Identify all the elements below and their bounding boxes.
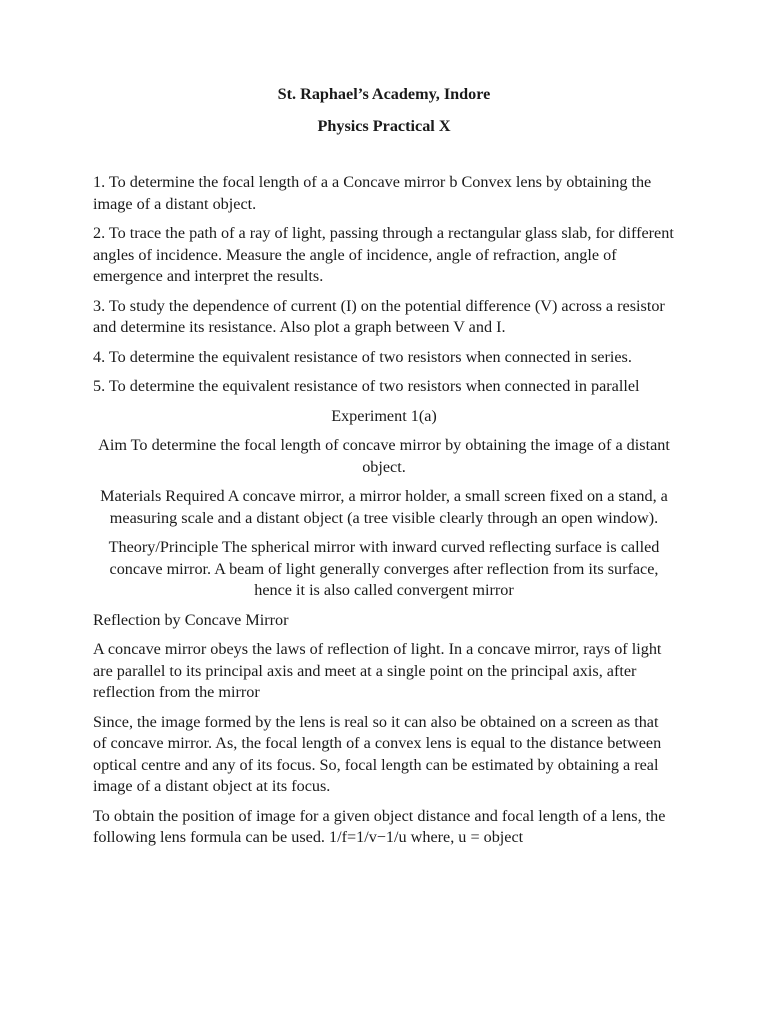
list-item-1: 1. To determine the focal length of a a Concave mirror b Convex lens by obtaining the image of a distant object. xyxy=(93,173,652,213)
school-title: St. Raphael’s Academy, Indore xyxy=(277,85,491,103)
materials-paragraph: Materials Required A concave mirror, a mirror holder, a small screen fixed on a stand, a measuring scale and a distant object (a tree visible clearly through an open window). xyxy=(100,487,668,527)
reflection-heading: Reflection by Concave Mirror xyxy=(93,610,289,629)
subject-title: Physics Practical X xyxy=(317,116,451,135)
lens-formula-paragraph: To obtain the position of image for a given object distance and focal length of a lens, the following lens formula can be used. 1/f=1/v−1/u where, u = object xyxy=(93,806,666,846)
document-page xyxy=(93,84,675,849)
since-paragraph: Since, the image formed by the lens is real so it can also be obtained on a screen as that of concave mirror. As, the focal length of a convex lens is equal to the distance between optical centre and any of its focus. So, focal length can be estimated by obtaining a real image of a distant object at its focus. xyxy=(93,712,662,795)
reflection-paragraph: A concave mirror obeys the laws of reflection of light. In a concave mirror, rays of light are parallel to its principal axis and meet at a single point on the principal axis, after reflection from the mirror xyxy=(93,640,662,701)
list-item-3: 3. To study the dependence of current (I) on the potential difference (V) across a resistor and determine its resistance. Also plot a graph between V and I. xyxy=(93,296,665,336)
theory-paragraph: Theory/Principle The spherical mirror with inward curved reflecting surface is called concave mirror. A beam of light generally converges after reflection from its surface, hence it is also called convergent mirror xyxy=(108,538,660,599)
experiment-heading: Experiment 1(a) xyxy=(331,406,437,425)
list-item-5: 5. To determine the equivalent resistance of two resistors when connected in parallel xyxy=(93,377,640,395)
list-item-2: 2. To trace the path of a ray of light, passing through a rectangular glass slab, for different angles of incidence. Measure the angle of incidence, angle of refraction, angle of emergence and interpret the results. xyxy=(93,224,674,285)
aim-paragraph: Aim To determine the focal length of concave mirror by obtaining the image of a distant object. xyxy=(98,436,670,476)
list-item-4: 4. To determine the equivalent resistance of two resistors when connected in series. xyxy=(93,347,632,366)
